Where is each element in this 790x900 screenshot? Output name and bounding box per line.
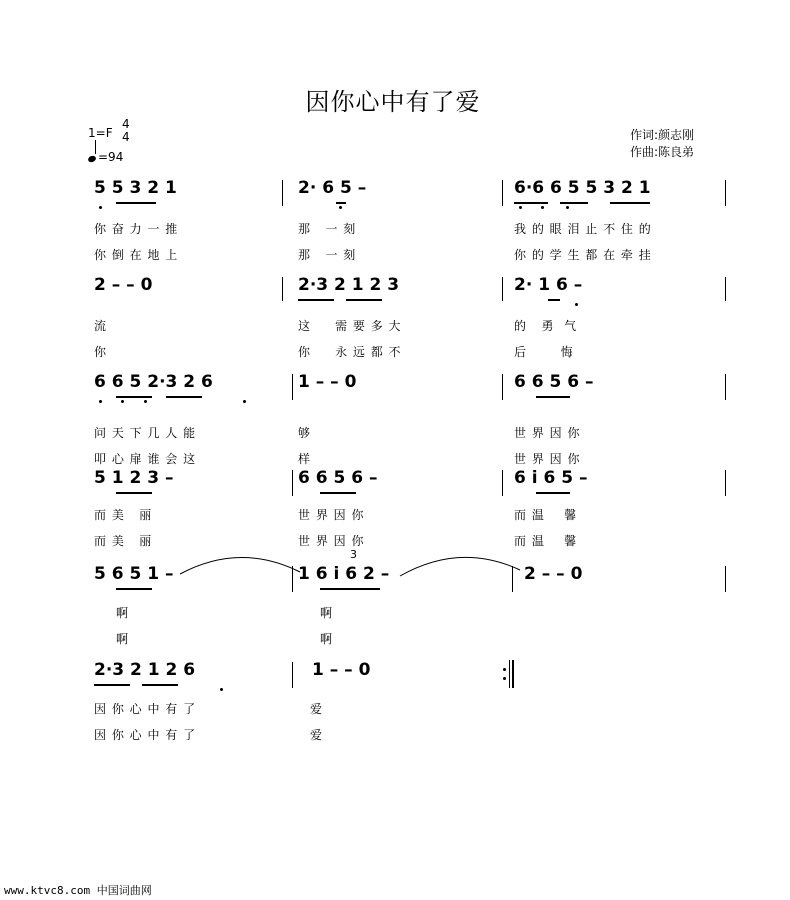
underline	[560, 202, 588, 204]
measure-2: 1 – – 0	[312, 660, 371, 680]
lyric-line-1: 世 界 因 你	[514, 426, 581, 440]
lyric-line-2: 啊	[320, 632, 334, 646]
underline	[610, 202, 650, 204]
barline	[292, 470, 293, 496]
lyric-line-1: 啊	[320, 606, 334, 620]
underline	[166, 396, 202, 398]
time-sig-top: 4	[122, 117, 130, 131]
lyric-line-1: 的 勇 气	[514, 319, 578, 333]
octave-dot	[220, 688, 223, 691]
octave-dot	[99, 206, 102, 209]
lyric-line-1: 啊	[116, 606, 130, 620]
octave-dot	[243, 400, 246, 403]
footer-watermark: www.ktvc8.com 中国词曲网	[4, 884, 152, 897]
measure-3: 6 i 6 5 –	[514, 468, 588, 488]
lyricist: 作词:颜志刚	[630, 128, 695, 142]
lyric-line-1: 世 界 因 你	[298, 508, 365, 522]
lyric-line-2: 而 美 丽	[94, 534, 153, 548]
measure-2: 2·3 2 1 2 3	[298, 275, 400, 295]
octave-dot	[99, 400, 102, 403]
underline	[116, 396, 152, 398]
measure-1: 5 1 2 3 –	[94, 468, 174, 488]
key-signature: 1=F	[88, 126, 113, 140]
lyric-line-2: 世 界 因 你	[514, 452, 581, 466]
repeat-dot	[503, 668, 506, 671]
lyric-line-1: 那 一 刻	[298, 222, 357, 236]
lyric-line-1: 我 的 眼 泪 止 不 住 的	[514, 222, 652, 236]
final-barline-thin	[509, 660, 510, 688]
lyric-line-1: 爱	[310, 702, 324, 716]
underline	[116, 492, 152, 494]
underline	[548, 299, 560, 301]
lyric-line-1: 你 奋 力 一 推	[94, 222, 179, 236]
composer: 作曲:陈良弟	[630, 145, 695, 159]
lyric-line-1: 问 天 下 几 人 能	[94, 426, 197, 440]
barline	[502, 470, 503, 496]
lyric-line-2: 爱	[310, 728, 324, 742]
underline	[536, 396, 570, 398]
measure-1: 6 6 5 2·3 2 6	[94, 372, 213, 392]
measure-3: 6 6 5 6 –	[514, 372, 594, 392]
octave-dot	[541, 206, 544, 209]
lyric-line-2: 那 一 刻	[298, 248, 357, 262]
barline	[725, 470, 726, 496]
lyric-line-2: 因 你 心 中 有 了	[94, 728, 197, 742]
lyric-line-1: 而 温 馨	[514, 508, 578, 522]
lyric-line-2: 你 倒 在 地 上	[94, 248, 179, 262]
barline	[282, 277, 283, 301]
underline	[320, 588, 380, 590]
underline	[116, 588, 152, 590]
lyric-line-2: 后 悔	[514, 345, 574, 359]
lyric-line-2: 而 温 馨	[514, 534, 578, 548]
barline	[502, 277, 503, 301]
underline	[298, 299, 334, 301]
lyric-line-2: 啊	[116, 632, 130, 646]
underline	[142, 684, 178, 686]
octave-dot	[519, 206, 522, 209]
barline	[502, 180, 503, 206]
barline	[292, 662, 293, 688]
underline	[514, 202, 548, 204]
measure-1: 2·3 2 1 2 6	[94, 660, 196, 680]
barline	[512, 566, 513, 592]
measure-2: 1 6 i 6 2 –	[298, 564, 390, 584]
time-sig-bottom: 4	[122, 130, 130, 144]
measure-2: 2· 6 5 –	[298, 178, 367, 198]
octave-dot	[121, 400, 124, 403]
measure-1: 2 – – 0	[94, 275, 153, 295]
underline	[116, 202, 156, 204]
tempo-mark	[88, 150, 123, 164]
lyric-line-2: 样	[298, 452, 312, 466]
barline	[725, 566, 726, 592]
lyric-line-1: 而 美 丽	[94, 508, 153, 522]
octave-dot	[566, 206, 569, 209]
barline	[282, 180, 283, 206]
tempo-value: =94	[98, 150, 124, 164]
underline	[320, 492, 356, 494]
barline	[292, 374, 293, 400]
barline	[502, 374, 503, 400]
lyric-line-2: 你 的 学 生 都 在 牵 挂	[514, 248, 652, 262]
measure-1: 5 5 3 2 1	[94, 178, 177, 198]
quarter-note-icon	[95, 140, 96, 154]
measure-1: 5 6 5 1 –	[94, 564, 174, 584]
underline	[94, 684, 130, 686]
underline	[336, 202, 346, 204]
barline	[725, 180, 726, 206]
measure-2: 1 – – 0	[298, 372, 357, 392]
credits	[630, 127, 694, 161]
octave-dot	[144, 400, 147, 403]
measure-3: 2 – – 0	[524, 564, 583, 584]
time-signature	[122, 118, 130, 144]
barline	[725, 374, 726, 400]
measure-2: 6 6 5 6 –	[298, 468, 378, 488]
lyric-line-1: 因 你 心 中 有 了	[94, 702, 197, 716]
underline	[536, 492, 570, 494]
octave-dot	[575, 303, 578, 306]
underline	[346, 299, 382, 301]
song-title: 因你心中有了爱	[305, 88, 481, 116]
lyric-line-1: 流	[94, 319, 108, 333]
repeat-dot	[503, 677, 506, 680]
lyric-line-1: 够	[298, 426, 312, 440]
lyric-line-2: 你	[94, 345, 108, 359]
lyric-line-1: 这 需 要 多 大	[298, 319, 402, 333]
barline	[725, 277, 726, 301]
barline	[292, 566, 293, 592]
octave-dot	[339, 206, 342, 209]
final-barline-thick	[512, 660, 514, 688]
lyric-line-2: 世 界 因 你	[298, 534, 365, 548]
lyric-line-2: 叩 心 扉 谁 会 这	[94, 452, 197, 466]
triplet-mark: 3	[350, 548, 357, 561]
measure-3: 2· 1 6 –	[514, 275, 583, 295]
measure-3: 6·6 6 5 5 3 2 1	[514, 178, 651, 198]
lyric-line-2: 你 永 远 都 不	[298, 345, 402, 359]
